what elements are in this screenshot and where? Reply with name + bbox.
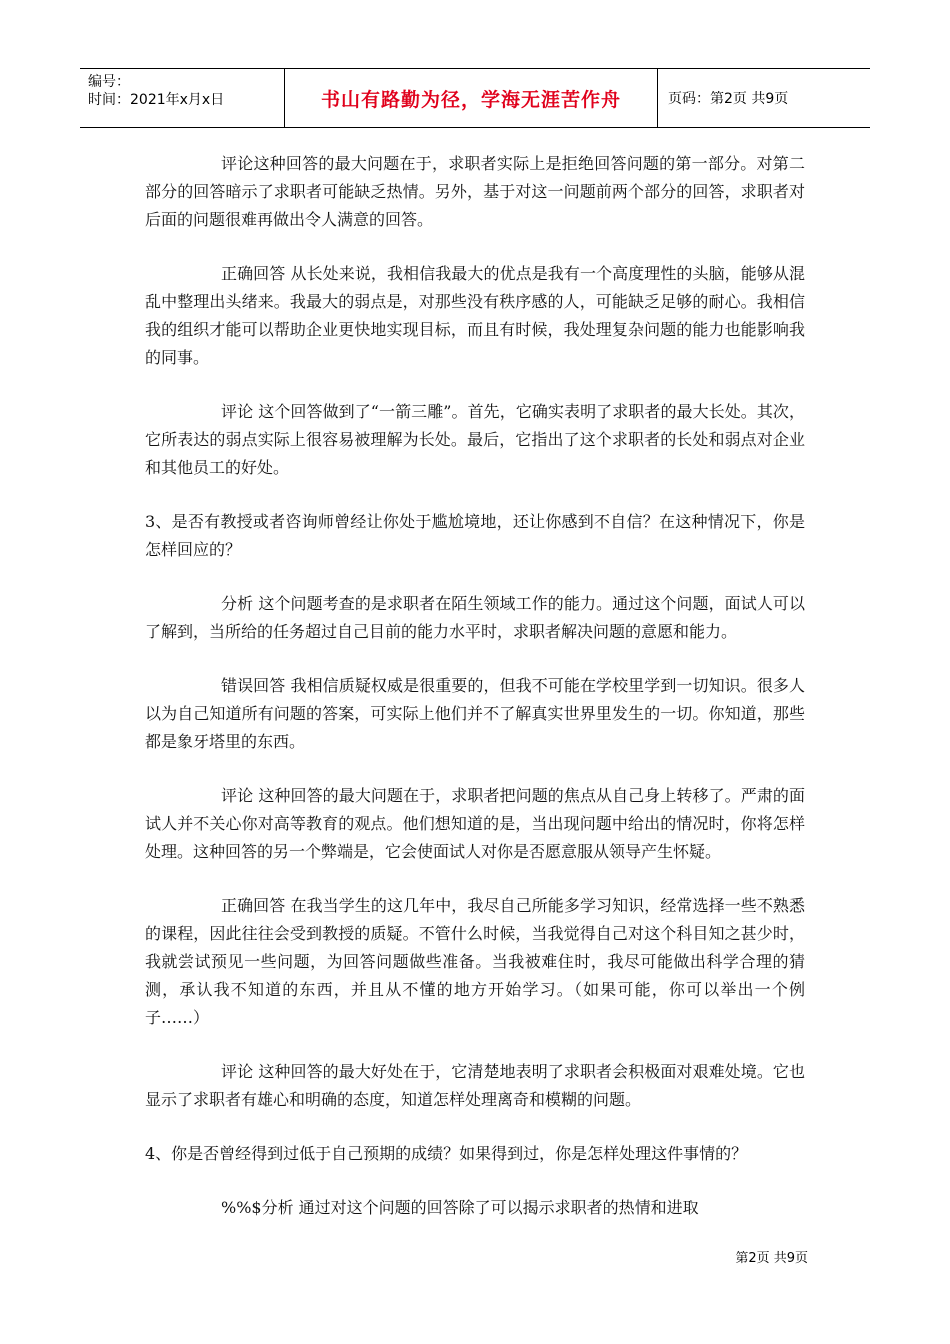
header-meta-cell — [80, 69, 285, 127]
question-heading: 3、是否有教授或者咨询师曾经让你处于尴尬境地，还让你感到不自信？在这种情况下，你是怎样回应的？ — [145, 512, 805, 559]
document-number-label: 编号： — [88, 74, 130, 90]
question-heading: 4、你是否曾经得到过低于自己预期的成绩？如果得到过，你是怎样处理这件事情的？ — [145, 1144, 748, 1163]
paragraph: 正确回答 从长处来说，我相信我最大的优点是我有一个高度理性的头脑，能够从混乱中整理出头绪来。我最大的弱点是，对那些没有秩序感的人，可能缺乏足够的耐心。我相信我的组织才能可以帮助企业更快地实现目标，而且有时候，我处理复杂问题的能力也能影响我的同事。 — [145, 264, 805, 367]
paragraph: 正确回答 在我当学生的这几年中，我尽自己所能多学习知识，经常选择一些不熟悉的课程，因此往往会受到教授的质疑。不管什么时候，当我觉得自己对这个科目知之甚少时，我就尝试预见一些问题，为回答问题做些准备。当我被难住时，我尽可能做出科学合理的猜测，承认我不知道的东西，并且从不懂的地方开始学习。（如果可能，你可以举出一个例子……） — [145, 896, 805, 1027]
paragraph: 错误回答 我相信质疑权威是很重要的，但我不可能在学校里学到一切知识。很多人以为自己知道所有问题的答案，可实际上他们并不了解真实世界里发生的一切。你知道，那些都是象牙塔里的东西。 — [145, 676, 805, 751]
header-motto: 书山有路勤为径，学海无涯苦作舟 — [285, 69, 658, 127]
page-header — [80, 68, 870, 128]
paragraph: 评论这种回答的最大问题在于，求职者实际上是拒绝回答问题的第一部分。对第二部分的回答暗示了求职者可能缺乏热情。另外，基于对这一问题前两个部分的回答，求职者对后面的问题很难再做出令人满意的回答。 — [145, 154, 805, 229]
page-footer-number: 第2页 共9页 — [735, 1251, 808, 1266]
header-page-number: 页码：第2页 共9页 — [668, 91, 789, 107]
document-body — [145, 150, 805, 1222]
paragraph: 分析 这个问题考查的是求职者在陌生领域工作的能力。通过这个问题，面试人可以了解到，当所给的任务超过自己目前的能力水平时，求职者解决问题的意愿和能力。 — [145, 594, 805, 641]
document-date-label: 时间：2021年x月x日 — [88, 92, 225, 108]
paragraph: 评论 这种回答的最大好处在于，它清楚地表明了求职者会积极面对艰难处境。它也显示了求职者有雄心和明确的态度，知道怎样处理离奇和模糊的问题。 — [145, 1062, 805, 1109]
paragraph: 评论 这个回答做到了“一箭三雕”。首先，它确实表明了求职者的最大长处。其次，它所表达的弱点实际上很容易被理解为长处。最后，它指出了这个求职者的长处和弱点对企业和其他员工的好处。 — [145, 402, 805, 477]
paragraph: %%$分析 通过对这个问题的回答除了可以揭示求职者的热情和进取 — [221, 1198, 699, 1217]
paragraph: 评论 这种回答的最大问题在于，求职者把问题的焦点从自己身上转移了。严肃的面试人并不关心你对高等教育的观点。他们想知道的是，当出现问题中给出的情况时，你将怎样处理。这种回答的另一个弊端是，它会使面试人对你是否愿意服从领导产生怀疑。 — [145, 786, 805, 861]
